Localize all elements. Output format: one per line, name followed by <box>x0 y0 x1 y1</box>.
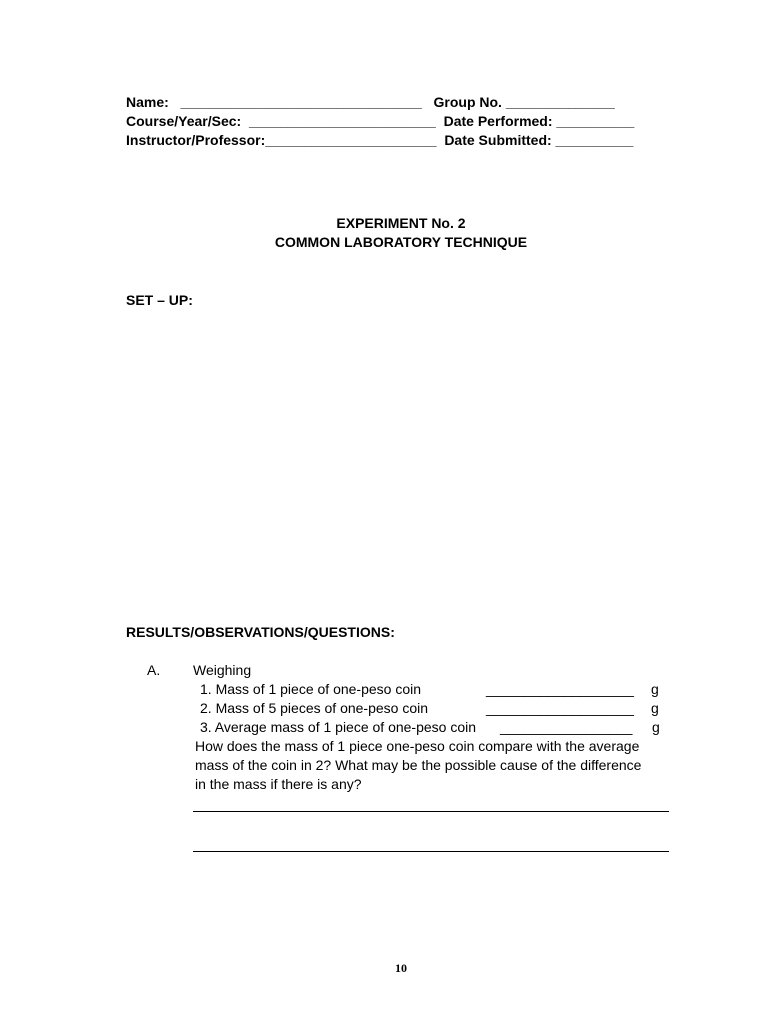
answer-line-1 <box>193 811 669 812</box>
item-2-unit: g <box>651 700 659 716</box>
name-group-line: Name: _______________________________ Group No. ______________ <box>126 94 615 110</box>
setup-heading: SET – UP: <box>126 292 193 308</box>
item-3-text: 3. Average mass of 1 piece of one-peso coin <box>200 719 477 735</box>
experiment-number: EXPERIMENT No. 2 <box>336 215 466 231</box>
item-1-blank: ___________________ <box>486 681 634 697</box>
page-number: 10 <box>395 961 407 975</box>
item-3-blank: _________________ <box>500 719 633 735</box>
section-title: Weighing <box>193 662 252 678</box>
item-2-blank: ___________________ <box>486 700 634 716</box>
section-letter: A. <box>147 662 161 678</box>
item-1-unit: g <box>651 681 659 697</box>
item-3-unit: g <box>652 719 660 735</box>
answer-line-2 <box>193 851 669 852</box>
question-line-2: mass of the coin in 2? What may be the possible cause of the difference <box>195 757 642 773</box>
question-line-3: in the mass if there is any? <box>195 776 362 792</box>
experiment-title: COMMON LABORATORY TECHNIQUE <box>274 234 528 250</box>
question-line-1: How does the mass of 1 piece one-peso coin compare with the average <box>195 738 640 754</box>
results-heading: RESULTS/OBSERVATIONS/QUESTIONS: <box>126 624 395 640</box>
item-1-text: 1. Mass of 1 piece of one-peso coin <box>200 681 422 697</box>
instructor-date-submitted-line: Instructor/Professor:______________________ Date Submitted: __________ <box>126 132 634 148</box>
course-date-performed-line: Course/Year/Sec: ________________________ Date Performed: __________ <box>126 113 635 129</box>
item-2-text: 2. Mass of 5 pieces of one-peso coin <box>200 700 429 716</box>
